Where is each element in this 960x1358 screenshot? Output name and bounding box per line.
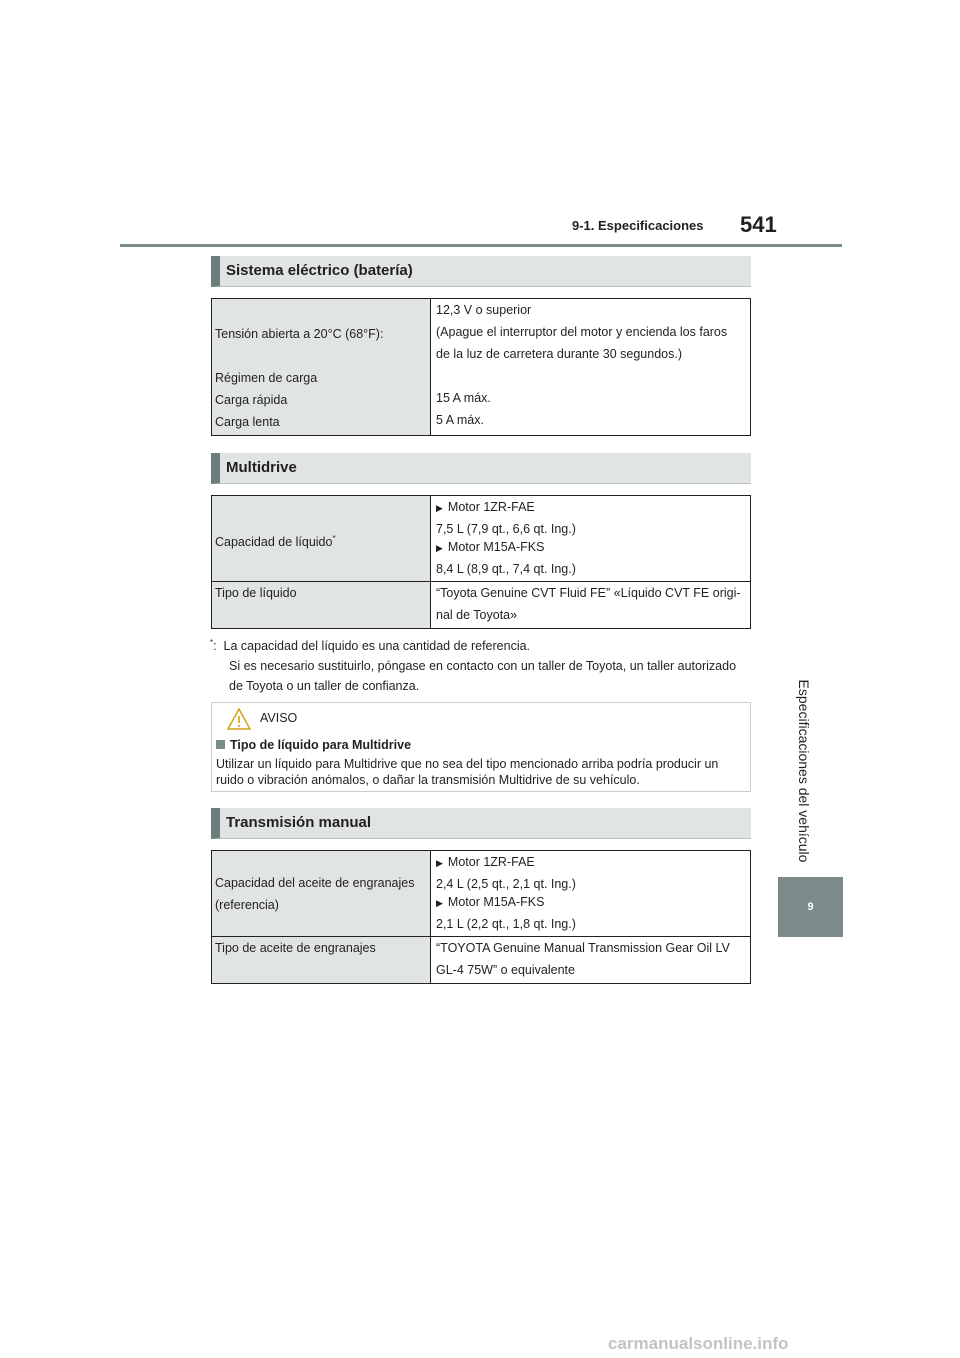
capacity-amount: 8,4 L (8,9 qt., 7,4 qt. Ing.) (436, 562, 576, 576)
section-heading-manual: Transmisión manual (211, 808, 751, 839)
footnote (210, 633, 736, 696)
table-value-cell (431, 937, 751, 984)
manual-capacity-label-line: Capacidad del aceite de engranajes (215, 875, 415, 890)
bateria-label-regimen: Régimen de carga (215, 371, 318, 385)
table-row (212, 582, 751, 629)
capacity-amount: 7,5 L (7,9 qt., 6,6 qt. Ing.) (436, 522, 576, 536)
fluid-type-line: nal de Toyota» (436, 608, 518, 622)
header-divider (120, 244, 842, 247)
manual-oil-label: Tipo de aceite de engranajes (215, 941, 376, 955)
warning-subtitle-text: Tipo de líquido para Multidrive (230, 738, 412, 752)
footnote-marker: * (210, 638, 214, 647)
chapter-side-label-text: Especificaciones del vehículo (796, 679, 812, 863)
table-label-cell (212, 299, 431, 436)
page-number: 541 (740, 212, 777, 237)
engine-label (436, 496, 745, 518)
chapter-tab (778, 877, 843, 937)
table-row (212, 299, 751, 436)
chapter-side-label (784, 676, 824, 866)
bateria-label-rapida: Carga rápida (215, 393, 288, 407)
section-heading-bateria: Sistema eléctrico (batería) (211, 256, 751, 287)
bateria-value-lenta: 5 A máx. (436, 413, 484, 427)
warning-subtitle (216, 738, 411, 752)
warning-box (211, 702, 751, 792)
oil-type-line: GL-4 75W” o equivalente (436, 963, 575, 977)
capacity-amount: 2,1 L (2,2 qt., 1,8 qt. Ing.) (436, 917, 576, 931)
triangle-bullet-icon: ▶ (436, 503, 443, 513)
table-label-cell (212, 851, 431, 937)
triangle-bullet-icon: ▶ (436, 898, 443, 908)
triangle-bullet-icon: ▶ (436, 543, 443, 553)
footnote-line: de Toyota o un taller de confianza. (229, 679, 420, 694)
table-value-cell (431, 582, 751, 629)
watermark: carmanualsonline.info (608, 1334, 789, 1353)
footnote-line: *: La capacidad del líquido es una cantidad de referencia. (210, 638, 531, 654)
engine-label (436, 538, 745, 556)
multidrive-capacity-label (215, 528, 427, 550)
table-row (212, 851, 751, 937)
engine-name: Motor M15A-FKS (447, 895, 545, 909)
warning-text-line: ruido o vibración anómalos, o dañar la transmisión Multidrive de su vehículo. (216, 773, 640, 787)
table-value-cell (431, 496, 751, 582)
multidrive-capacity-label-text: Capacidad de líquido (215, 534, 333, 549)
warning-text (216, 756, 751, 788)
chapter-tab-number: 9 (807, 901, 814, 913)
bateria-value-line: (Apague el interruptor del motor y encienda los faros (436, 325, 728, 339)
bateria-value-line: 12,3 V o superior (436, 303, 532, 317)
table-label-cell (212, 937, 431, 984)
engine-label (436, 851, 745, 873)
bateria-label-lenta: Carga lenta (215, 415, 280, 429)
bateria-value-rapida: 15 A máx. (436, 391, 491, 405)
square-bullet-icon (216, 740, 225, 749)
table-label-cell (212, 496, 431, 582)
table-label-cell (212, 582, 431, 629)
oil-type-line: “TOYOTA Genuine Manual Transmission Gear Oil LV (436, 941, 730, 955)
engine-name: Motor 1ZR-FAE (447, 855, 535, 869)
engine-label (436, 893, 745, 911)
bateria-value-line: de la luz de carretera durante 30 segundos.) (436, 347, 682, 361)
warning-triangle-icon (226, 707, 252, 731)
bateria-value-regimen (436, 365, 745, 387)
warning-text-line: Utilizar un líquido para Multidrive que no sea del tipo mencionado arriba podría producir un (216, 757, 719, 771)
table-row (212, 496, 751, 582)
manual-capacity-label-line: (referencia) (215, 897, 279, 912)
multidrive-spec-table (211, 495, 751, 629)
bateria-label-tension: Tensión abierta a 20°C (68°F): (215, 327, 384, 341)
triangle-bullet-icon: ▶ (436, 858, 443, 868)
section-title: 9-1. Especificaciones (572, 218, 704, 233)
table-row (212, 937, 751, 984)
multidrive-fluid-label: Tipo de líquido (215, 586, 297, 600)
bateria-spec-table (211, 298, 751, 436)
fluid-type-line: “Toyota Genuine CVT Fluid FE” «Líquido CVT FE origi- (436, 586, 741, 600)
engine-name: Motor 1ZR-FAE (447, 500, 535, 514)
engine-name: Motor M15A-FKS (447, 540, 545, 554)
warning-title: AVISO (260, 711, 298, 725)
capacity-amount: 2,4 L (2,5 qt., 2,1 qt. Ing.) (436, 877, 576, 891)
footnote-marker: * (332, 533, 336, 543)
table-value-cell (431, 299, 751, 436)
footnote-text: La capacidad del líquido es una cantidad de referencia. (223, 639, 531, 654)
manual-spec-table (211, 850, 751, 984)
section-heading-multidrive: Multidrive (211, 453, 751, 484)
table-value-cell (431, 851, 751, 937)
footnote-line: Si es necesario sustituirlo, póngase en contacto con un taller de Toyota, un taller autorizado (229, 659, 737, 674)
